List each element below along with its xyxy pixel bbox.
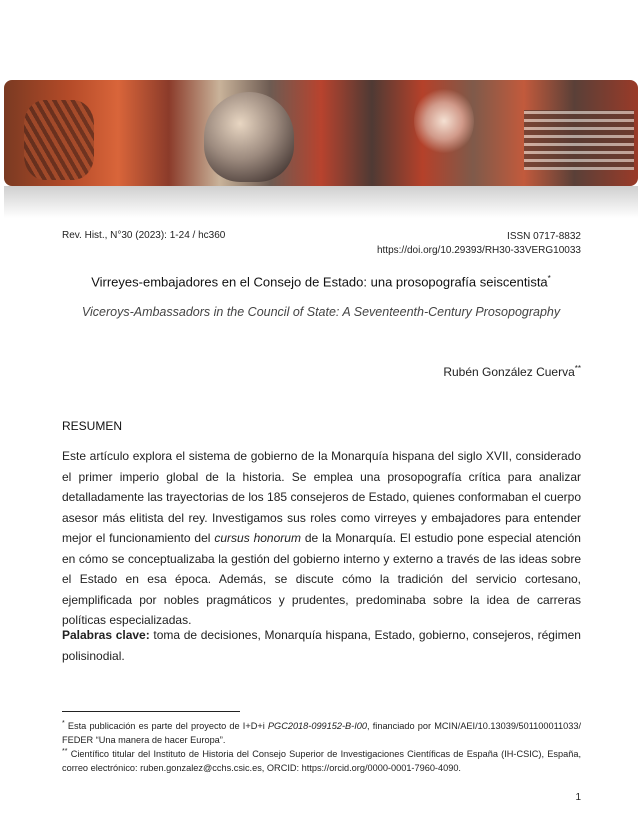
journal-reference: Rev. Hist., N°30 (2023): 1-24 / hc360: [62, 230, 226, 241]
page-number: 1: [575, 792, 581, 803]
author-footnote-mark[interactable]: **: [574, 364, 581, 373]
footnote-2: ** Científico titular del Instituto de Historia del Consejo Superior de Investigaciones Científicas de España (IH-CSIC), España, correo electrónico: ruben.gonzalez@cchs.csic.es, ORCID: https://orcid.org/0000-0001-7960-4090.: [62, 748, 581, 774]
mural-face-figure: [204, 92, 294, 182]
keywords-label: Palabras clave:: [62, 628, 150, 642]
footnote-1: * Esta publicación es parte del proyecto de I+D+i PGC2018-099152-B-I00, financiado por MCIN/AEI/10.13039/501100011033/ FEDER “Una manera de hacer Europa”.: [62, 720, 581, 746]
mural-machine-figure: [524, 110, 634, 170]
cursus-honorum-italic: cursus honorum: [214, 531, 301, 545]
mural-banner-image: [4, 80, 638, 186]
footnote-separator: [62, 711, 240, 712]
issn: ISSN 0717-8832: [507, 231, 581, 242]
mural-light-figure: [414, 86, 474, 156]
banner-reflection: [4, 186, 638, 218]
abstract-heading: RESUMEN: [62, 419, 123, 433]
abstract-body: Este artículo explora el sistema de gobierno de la Monarquía hispana del siglo XVII, considerado el primer imperio global de la historia. Se emplea una prosopografía crítica para analizar detalladamente las trayectorias de los 185 consejeros de Estado, quienes conformaban el cuerpo asesor más elitista del rey. Investigamos sus roles como virreyes y embajadores para entender mejor el funcionamiento del cursus honorum de la Monarquía. El estudio pone especial atención en cómo se conceptualizaba la gestión del gobierno interno y externo a través de las ideas sobre el Estado en esa época. Además, se discute cómo la tradición del servicio cortesano, ejemplificada por nobles pragmáticos y prudentes, predominaba sobre la idea de carreras políticas especializadas.: [62, 449, 581, 627]
mural-tree-figure: [24, 100, 94, 180]
keywords-paragraph: Palabras clave: toma de decisiones, Monarquía hispana, Estado, gobierno, consejeros, régimen polisinodial.: [62, 628, 581, 663]
doi-link[interactable]: https://doi.org/10.29393/RH30-33VERG10033: [376, 245, 581, 256]
author-name: Rubén González Cuerva**: [443, 364, 581, 379]
title-footnote-mark[interactable]: *: [547, 274, 551, 283]
issn-doi-block: [377, 230, 581, 258]
article-subtitle: Viceroys-Ambassadors in the Council of State: A Seventeenth-Century Prosopography: [81, 305, 561, 319]
article-title: Virreyes-embajadores en el Consejo de Estado: una prosopografía seiscentista*: [91, 274, 551, 290]
